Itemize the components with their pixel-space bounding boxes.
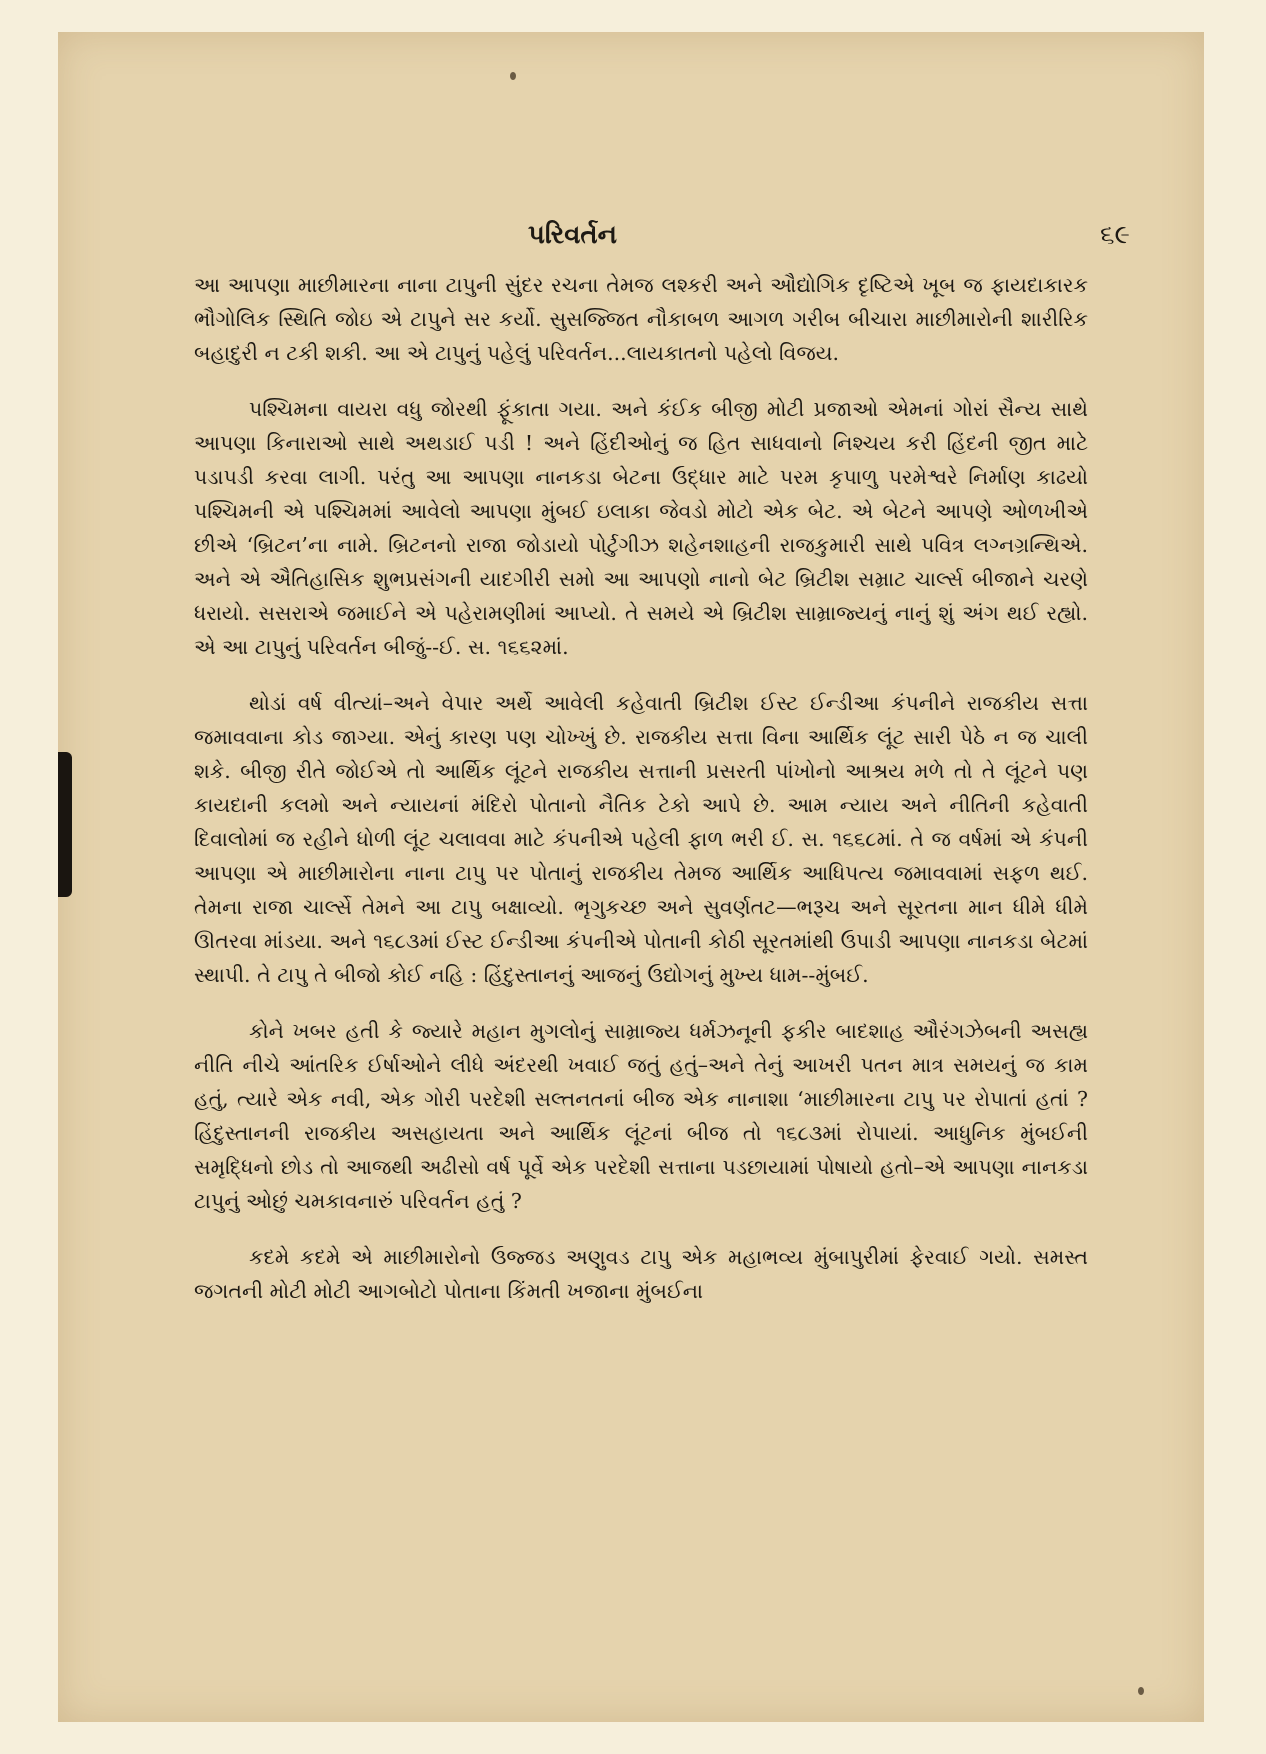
book-page [58, 32, 1204, 1722]
paragraph: કોને ખબર હતી કે જ્યારે મહાન મુગલોનું સામ્રાજ્ય ધર્મઝનૂની ફકીર બાદશાહ ઔરંગઝેબની અસહ્ય નીતિ નીચે આંતરિક ઈર્ષાઓને લીધે અંદરથી ખવાઈ જતું હતું–અને તેનું આખરી પતન માત્ર સમયનું જ કામ હતું, ત્યારે એક નવી, એક ગોરી પરદેશી સલ્તનતનાં બીજ એક નાનાશા ‘માછીમારના ટાપુ પર રોપાતાં હતાં ? હિંદુસ્તાનની રાજકીય અસહાયતા અને આર્થિક લૂંટનાં બીજ તો ૧૬૮૩માં રોપાયાં. આધુનિક મુંબઈની સમૃદ્ધિનો છોડ તો આજથી અઢીસો વર્ષ પૂર્વે એક પરદેશી સત્તાના પડછાયામાં પોષાયો હતો–એ આપણા નાનકડા ટાપુનું ઓછું ચમકાવનારું પરિવર્તન હતું ? [194, 1019, 1088, 1213]
binding-shadow [58, 752, 72, 897]
page-header [58, 190, 1204, 250]
paragraph: કદમે કદમે એ માછીમારોનો ઉજ્જડ અણુવડ ટાપુ એક મહાભવ્ય મુંબાપુરીમાં ફેરવાઈ ગયો. સમસ્ત જગતની મોટી મોટી આગબોટો પોતાના કિંમતી ખજાના મુંબઈના [194, 1245, 1088, 1303]
running-title: પરિવર્તન [528, 220, 617, 250]
paper-speck [510, 72, 516, 80]
paragraph: આ આપણા માછીમારના નાના ટાપુની સુંદર રચના તેમજ લશ્કરી અને ઔદ્યોગિક દૃષ્ટિએ ખૂબ જ ફાયદાકારક ભૌગોલિક સ્થિતિ જોઇ એ ટાપુને સર કર્યો. સુસજ્જિત નૌકાબળ આગળ ગરીબ બીચારા માછીમારોની શારીરિક બહાદુરી ન ટકી શકી. આ એ ટાપુનું પહેલું પરિવર્તન...લાયકાતનો પહેલો વિજય. [194, 273, 1088, 365]
page-number: ૬૯ [1100, 220, 1130, 250]
paper-speck [1138, 1687, 1144, 1695]
paragraph: પશ્ચિમના વાયરા વધુ જોરથી ફૂંકાતા ગયા. અને કંઈક બીજી મોટી પ્રજાઓ એમનાં ગોરાં સૈન્ય સાથે આપણા કિનારાઓ સાથે અથડાઈ પડી ! અને હિંદીઓનું જ હિત સાધવાનો નિશ્ચય કરી હિંદની જીત માટે પડાપડી કરવા લાગી. પરંતુ આ આપણા નાનકડા બેટના ઉદ્ધાર માટે પરમ કૃપાળુ પરમેશ્વરે નિર્માણ કાઢયો પશ્ચિમની એ પશ્ચિમમાં આવેલો આપણા મુંબઈ ઇલાકા જેવડો મોટો એક બેટ. એ બેટને આપણે ઓળખીએ છીએ ‘બ્રિટન’ના નામે. બ્રિટનનો રાજા જોડાયો પોર્ટુગીઝ શહેનશાહની રાજકુમારી સાથે પવિત્ર લગ્નગ્રન્થિએ. અને એ ઐતિહાસિક શુભપ્રસંગની યાદગીરી સમો આ આપણો નાનો બેટ બ્રિટીશ સમ્રાટ ચાર્લ્સ બીજાને ચરણે ધરાયો. સસરાએ જમાઈને એ પહેરામણીમાં આપ્યો. તે સમયે એ બ્રિટીશ સામ્રાજ્યનું નાનું શું અંગ થઈ રહ્યો. એ આ ટાપુનું પરિવર્તન બીજું--ઈ. સ. ૧૬૬૨માં. [194, 397, 1088, 659]
paragraph: થોડાં વર્ષ વીત્યાં–અને વેપાર અર્થે આવેલી કહેવાતી બ્રિટીશ ઈસ્ટ ઈન્ડીઆ કંપનીને રાજકીય સત્તા જમાવવાના કોડ જાગ્યા. એનું કારણ પણ ચોખ્ખું છે. રાજકીય સત્તા વિના આર્થિક લૂંટ સારી પેઠે ન જ ચાલી શકે. બીજી રીતે જોઈએ તો આર્થિક લૂંટને રાજકીય સત્તાની પ્રસરતી પાંખોનો આશ્રય મળે તો તે લૂંટને પણ કાયદાની કલમો અને ન્યાયનાં મંદિરો પોતાનો નૈતિક ટેકો આપે છે. આમ ન્યાય અને નીતિની કહેવાતી દિવાલોમાં જ રહીને ધોળી લૂંટ ચલાવવા માટે કંપનીએ પહેલી ફાળ ભરી ઈ. સ. ૧૬૬૮માં. તે જ વર્ષમાં એ કંપની આપણા એ માછીમારોના નાના ટાપુ પર પોતાનું રાજકીય તેમજ આર્થિક આધિપત્ય જમાવવામાં સફળ થઈ. તેમના રાજા ચાર્લ્સે તેમને આ ટાપુ બક્ષાવ્યો. ભૃગુકચ્છ અને સુવર્ણતટ—ભરૂચ અને સૂરતના માન ધીમે ધીમે ઊતરવા માંડયા. અને ૧૬૮૩માં ઈસ્ટ ઈન્ડીઆ કંપનીએ પોતાની કોઠી સૂરતમાંથી ઉપાડી આપણા નાનકડા બેટમાં સ્થાપી. તે ટાપુ તે બીજો કોઈ નહિ : હિંદુસ્તાનનું આજનું ઉદ્યોગનું મુખ્ય ધામ--મુંબઈ. [194, 691, 1088, 987]
body-text [194, 268, 1088, 1330]
